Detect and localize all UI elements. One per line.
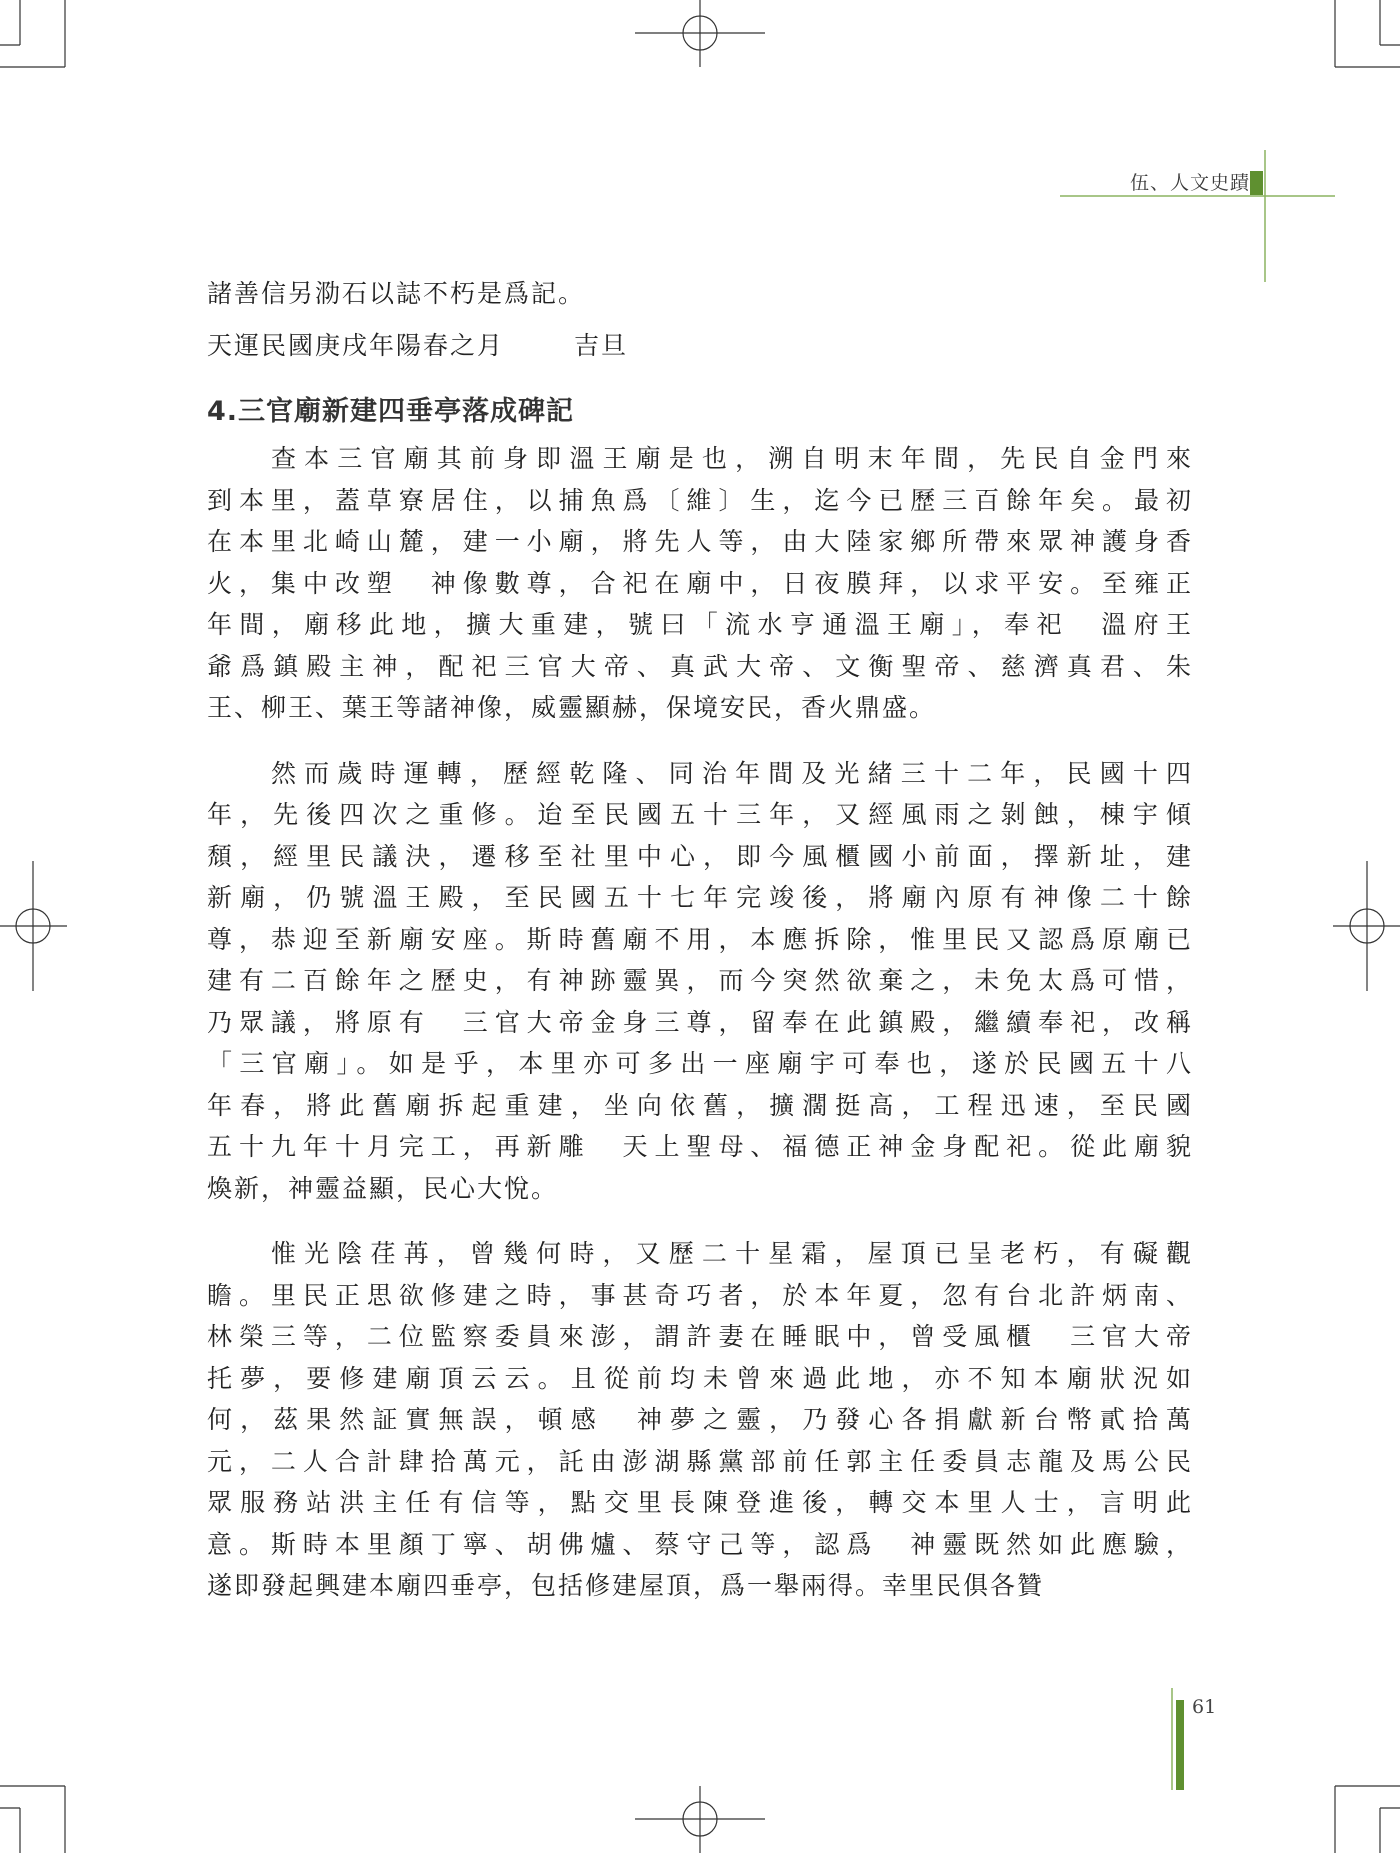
paragraph-line: 煥新，神靈益顯，民心大悅。 — [207, 1173, 559, 1203]
paragraph-line: 建有二百餘年之歷史，有神跡靈異，而今突然欲棄之，未免太爲可惜， — [207, 966, 1193, 995]
paragraph-line: 然而歲時運轉，歷經乾隆、同治年間及光緒三十二年，民國十四 — [271, 758, 1193, 788]
inscription-body — [207, 438, 1193, 1607]
page-number: 61 — [1192, 1696, 1217, 1718]
footer-bar — [1176, 1700, 1184, 1790]
header-accent-block — [1250, 171, 1263, 195]
page-content — [207, 276, 1193, 1631]
registration-mark-left — [0, 861, 67, 991]
opening-line: 諸善信另泐石以誌不朽是爲記。 — [207, 279, 586, 308]
paragraph-line: 眾服務站洪主任有信等，點交里長陳登進後，轉交本里人士，言明此 — [207, 1488, 1193, 1517]
paragraph-line: 尊，恭迎至新廟安座。斯時舊廟不用，本應拆除，惟里民又認爲原廟已 — [207, 924, 1193, 954]
paragraph-line: 林榮三等，二位監察委員來澎，謂許妻在睡眠中，曾受風櫃 三官大帝 — [207, 1322, 1193, 1351]
section-heading: 4.三官廟新建四垂亭落成碑記 — [207, 396, 575, 427]
registration-mark-right — [1333, 861, 1400, 991]
paragraph-line: 瞻。里民正思欲修建之時，事甚奇巧者，於本年夏，忽有台北許炳南、 — [207, 1280, 1193, 1310]
running-header-title: 伍、人文史蹟 — [1129, 172, 1250, 194]
crop-mark-bottom-left — [0, 1786, 65, 1853]
paragraph-line: 火，集中改塑 神像數尊，合祀在廟中，日夜膜拜，以求平安。至雍正 — [207, 568, 1193, 598]
paragraph — [207, 438, 1193, 729]
paragraph-line: 爺爲鎮殿主神，配祀三官大帝、真武大帝、文衡聖帝、慈濟真君、朱 — [207, 651, 1193, 681]
paragraph-line: 查本三官廟其前身即溫王廟是也，溯自明末年間，先民自金門來 — [271, 444, 1193, 473]
paragraph-line: 托夢，要修建廟頂云云。且從前均未曾來過此地，亦不知本廟狀況如 — [207, 1363, 1193, 1393]
paragraph — [207, 753, 1193, 1210]
crop-mark-top-left — [0, 0, 65, 67]
registration-mark-top — [635, 0, 765, 67]
paragraph-line: 到本里，蓋草寮居住，以捕魚爲〔維〕生，迄今已歷三百餘年矣。最初 — [207, 485, 1193, 515]
date-line — [207, 328, 1193, 364]
paragraph-line: 年春，將此舊廟拆起重建，坐向依舊，擴濶挺高，工程迅速，至民國 — [207, 1090, 1193, 1120]
paragraph-line: 年，先後四次之重修。迨至民國五十三年，又經風雨之剝蝕，棟宇傾 — [207, 800, 1193, 829]
paragraph-line: 「三官廟」。如是乎，本里亦可多出一座廟宇可奉也，遂於民國五十八 — [207, 1049, 1193, 1078]
date-left: 天運民國庚戌年陽春之月 — [207, 331, 505, 360]
paragraph-line: 五十九年十月完工，再新雕 天上聖母、福德正神金身配祀。從此廟貌 — [207, 1132, 1193, 1161]
paragraph-line: 頹，經里民議決，遷移至社里中心，即今風櫃國小前面，擇新址，建 — [207, 841, 1193, 871]
date-right: 吉旦 — [574, 331, 629, 360]
registration-mark-bottom — [635, 1786, 765, 1853]
paragraph-line: 何，茲果然証實無誤，頓感 神夢之靈，乃發心各捐獻新台幣貳拾萬 — [207, 1405, 1193, 1434]
paragraph-line: 王、柳王、葉王等諸神像，威靈顯赫，保境安民，香火鼎盛。 — [207, 693, 937, 722]
paragraph-line: 新廟，仍號溫王殿，至民國五十七年完竣後，將廟內原有神像二十餘 — [207, 883, 1193, 912]
paragraph-line: 惟光陰荏苒，曾幾何時，又歷二十星霜，屋頂已呈老朽，有礙觀 — [271, 1239, 1193, 1268]
paragraph — [207, 1233, 1193, 1607]
paragraph-line: 元，二人合計肆拾萬元，託由澎湖縣黨部前任郭主任委員志龍及馬公民 — [207, 1446, 1193, 1476]
paragraph-line: 在本里北崎山麓，建一小廟，將先人等，由大陸家鄉所帶來眾神護身香 — [207, 527, 1193, 556]
paragraph-line: 年間，廟移此地，擴大重建，號曰「流水亨通溫王廟」，奉祀 溫府王 — [207, 610, 1193, 639]
paragraph-line: 意。斯時本里顏丁寧、胡佛爐、蔡守己等，認爲 神靈既然如此應驗， — [207, 1529, 1193, 1559]
crop-mark-top-right — [1335, 0, 1400, 67]
crop-mark-bottom-right — [1335, 1786, 1400, 1853]
paragraph-line: 乃眾議，將原有 三官大帝金身三尊，留奉在此鎮殿，繼續奉祀，改稱 — [207, 1007, 1193, 1037]
paragraph-line: 遂即發起興建本廟四垂亭，包括修建屋頂，爲一舉兩得。幸里民俱各贊 — [207, 1571, 1045, 1600]
